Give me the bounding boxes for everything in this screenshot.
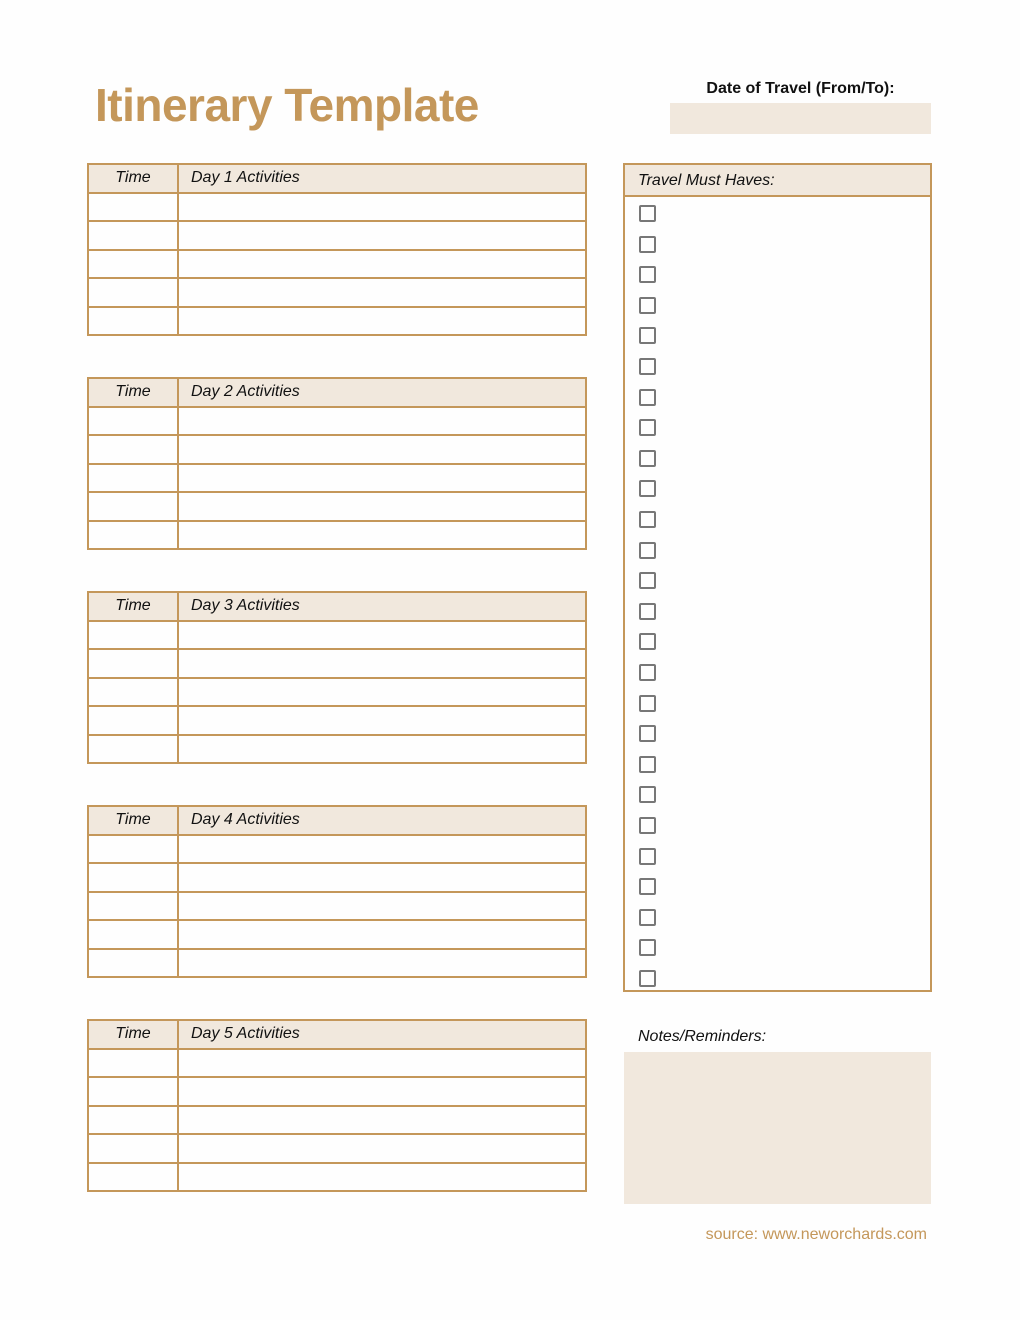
day-5-table	[87, 1019, 587, 1192]
table-row	[88, 307, 586, 336]
activities-header: Day 4 Activities	[178, 806, 586, 835]
time-cell[interactable]	[88, 464, 178, 493]
time-cell[interactable]	[88, 678, 178, 707]
checkbox[interactable]	[639, 664, 656, 681]
checkbox[interactable]	[639, 327, 656, 344]
time-cell[interactable]	[88, 221, 178, 250]
table-row	[88, 435, 586, 464]
checkbox[interactable]	[639, 511, 656, 528]
activity-cell[interactable]	[178, 649, 586, 678]
date-of-travel-label: Date of Travel (From/To):	[706, 80, 895, 97]
time-cell[interactable]	[88, 1163, 178, 1192]
day-1-table	[87, 163, 587, 336]
time-header: Time	[88, 806, 178, 835]
activities-header: Day 5 Activities	[178, 1020, 586, 1049]
table-header	[88, 378, 586, 407]
table-row	[88, 1134, 586, 1163]
checkbox[interactable]	[639, 480, 656, 497]
time-cell[interactable]	[88, 250, 178, 279]
activity-cell[interactable]	[178, 621, 586, 650]
checkbox[interactable]	[639, 848, 656, 865]
activity-cell[interactable]	[178, 706, 586, 735]
time-cell[interactable]	[88, 492, 178, 521]
checkbox[interactable]	[639, 603, 656, 620]
time-cell[interactable]	[88, 920, 178, 949]
activity-cell[interactable]	[178, 678, 586, 707]
table-row	[88, 492, 586, 521]
table-header	[88, 806, 586, 835]
checkbox[interactable]	[639, 358, 656, 375]
time-cell[interactable]	[88, 193, 178, 222]
day-4-table	[87, 805, 587, 978]
activities-header: Day 2 Activities	[178, 378, 586, 407]
activity-cell[interactable]	[178, 250, 586, 279]
time-cell[interactable]	[88, 892, 178, 921]
table-header	[88, 164, 586, 193]
checkbox[interactable]	[639, 572, 656, 589]
time-cell[interactable]	[88, 407, 178, 436]
table-row	[88, 521, 586, 550]
table-row	[88, 1077, 586, 1106]
table-row	[88, 835, 586, 864]
activity-cell[interactable]	[178, 221, 586, 250]
table-row	[88, 1106, 586, 1135]
time-cell[interactable]	[88, 1049, 178, 1078]
time-header: Time	[88, 592, 178, 621]
activity-cell[interactable]	[178, 307, 586, 336]
table-row	[88, 892, 586, 921]
table-row	[88, 621, 586, 650]
activity-cell[interactable]	[178, 1077, 586, 1106]
activity-cell[interactable]	[178, 920, 586, 949]
checkbox[interactable]	[639, 817, 656, 834]
checkbox[interactable]	[639, 236, 656, 253]
checkbox[interactable]	[639, 878, 656, 895]
page-title: Itinerary Template	[95, 79, 479, 131]
table-row	[88, 1163, 586, 1192]
time-cell[interactable]	[88, 521, 178, 550]
day-2-table	[87, 377, 587, 550]
table-row	[88, 863, 586, 892]
table-row	[88, 949, 586, 978]
time-header: Time	[88, 378, 178, 407]
notes-label: Notes/Reminders:	[638, 1028, 767, 1045]
table-row	[88, 678, 586, 707]
time-cell[interactable]	[88, 435, 178, 464]
activity-cell[interactable]	[178, 863, 586, 892]
date-of-travel-field[interactable]	[670, 103, 931, 134]
time-cell[interactable]	[88, 863, 178, 892]
activity-cell[interactable]	[178, 949, 586, 978]
travel-must-haves-panel	[623, 163, 932, 992]
checkbox[interactable]	[639, 909, 656, 926]
time-cell[interactable]	[88, 1106, 178, 1135]
time-cell[interactable]	[88, 649, 178, 678]
table-row	[88, 407, 586, 436]
activity-cell[interactable]	[178, 1049, 586, 1078]
table-row	[88, 250, 586, 279]
table-row	[88, 464, 586, 493]
travel-must-haves-label: Travel Must Haves:	[625, 165, 930, 197]
checkbox[interactable]	[639, 939, 656, 956]
activities-header: Day 3 Activities	[178, 592, 586, 621]
checkbox[interactable]	[639, 786, 656, 803]
source-credit: source: www.neworchards.com	[705, 1226, 927, 1243]
table-row	[88, 649, 586, 678]
day-3-table	[87, 591, 587, 764]
checkbox[interactable]	[639, 970, 656, 987]
time-cell[interactable]	[88, 835, 178, 864]
checkbox[interactable]	[639, 725, 656, 742]
time-header: Time	[88, 1020, 178, 1049]
time-cell[interactable]	[88, 278, 178, 307]
table-header	[88, 1020, 586, 1049]
activity-cell[interactable]	[178, 407, 586, 436]
activity-cell[interactable]	[178, 892, 586, 921]
table-row	[88, 221, 586, 250]
time-cell[interactable]	[88, 1077, 178, 1106]
checkbox[interactable]	[639, 205, 656, 222]
time-cell[interactable]	[88, 1134, 178, 1163]
activity-cell[interactable]	[178, 1163, 586, 1192]
activities-header: Day 1 Activities	[178, 164, 586, 193]
checkbox[interactable]	[639, 389, 656, 406]
checkbox[interactable]	[639, 695, 656, 712]
checkbox[interactable]	[639, 450, 656, 467]
activity-cell[interactable]	[178, 735, 586, 764]
table-row	[88, 735, 586, 764]
time-cell[interactable]	[88, 706, 178, 735]
activity-cell[interactable]	[178, 464, 586, 493]
activity-cell[interactable]	[178, 1134, 586, 1163]
checkbox[interactable]	[639, 756, 656, 773]
table-row	[88, 1049, 586, 1078]
checkbox[interactable]	[639, 266, 656, 283]
activity-cell[interactable]	[178, 278, 586, 307]
activity-cell[interactable]	[178, 193, 586, 222]
activity-cell[interactable]	[178, 492, 586, 521]
activity-cell[interactable]	[178, 521, 586, 550]
notes-field[interactable]	[624, 1052, 931, 1204]
table-row	[88, 278, 586, 307]
table-row	[88, 193, 586, 222]
time-header: Time	[88, 164, 178, 193]
time-cell[interactable]	[88, 621, 178, 650]
table-header	[88, 592, 586, 621]
table-row	[88, 706, 586, 735]
activity-cell[interactable]	[178, 1106, 586, 1135]
activity-cell[interactable]	[178, 435, 586, 464]
activity-cell[interactable]	[178, 835, 586, 864]
time-cell[interactable]	[88, 735, 178, 764]
table-row	[88, 920, 586, 949]
checkbox[interactable]	[639, 297, 656, 314]
checkbox[interactable]	[639, 419, 656, 436]
checkbox[interactable]	[639, 633, 656, 650]
checkbox[interactable]	[639, 542, 656, 559]
time-cell[interactable]	[88, 949, 178, 978]
time-cell[interactable]	[88, 307, 178, 336]
